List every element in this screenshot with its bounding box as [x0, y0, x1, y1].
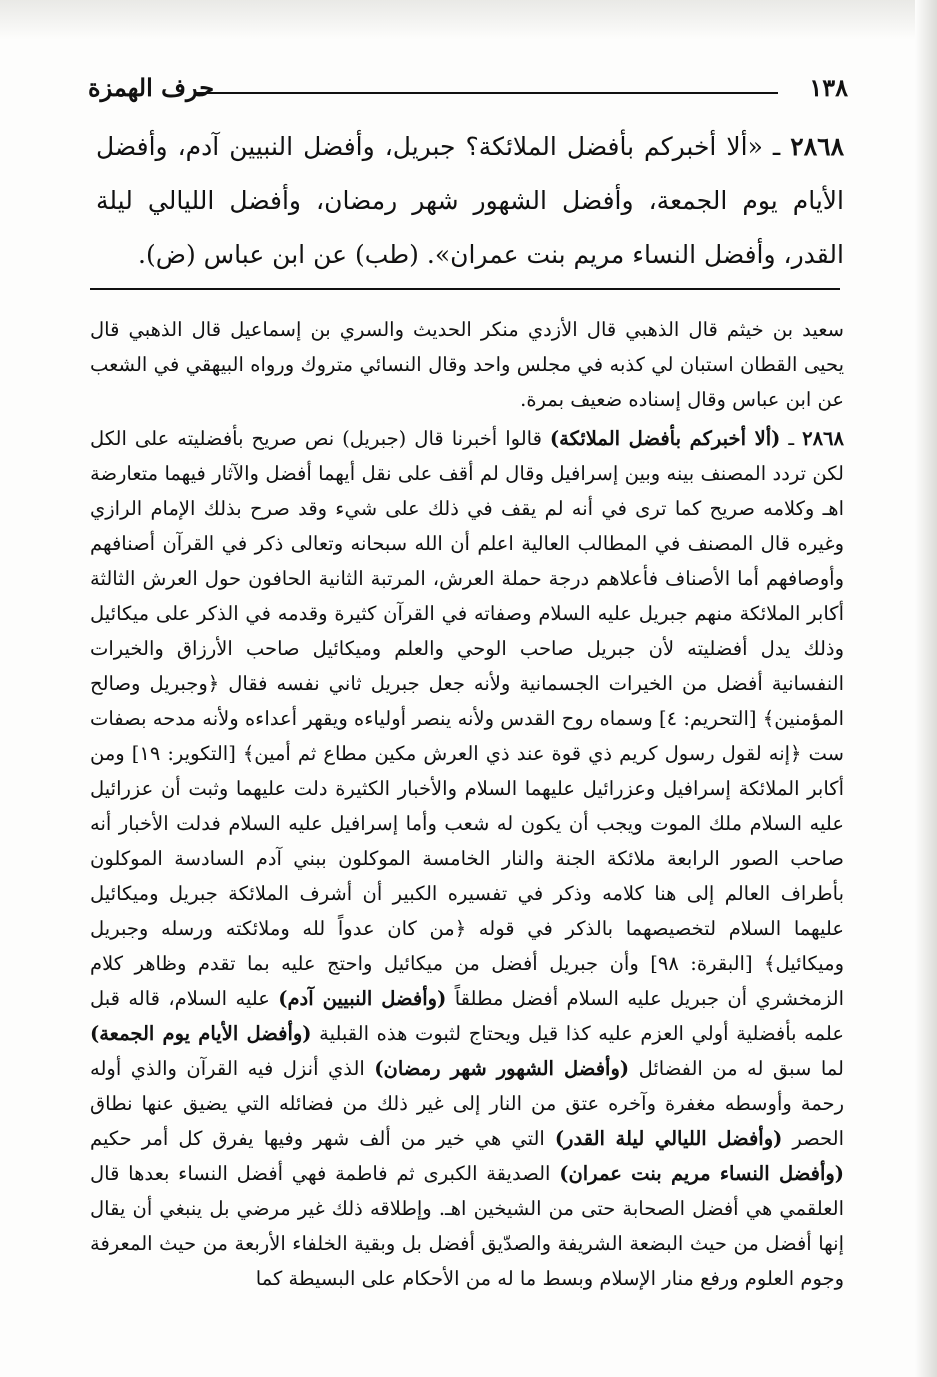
header-rule [196, 92, 778, 94]
hadith-dash: ـ [762, 132, 781, 161]
commentary-text-1: عليه السلام، قاله قبل علمه بأفضلية أولي العزم عليه كذا قيل ويحتاج لثبوت هذه القبلية [90, 987, 844, 1045]
commentary-dash: ـ [780, 427, 795, 450]
commentary-text-4: التي هي خير من ألف شهر وفيها يفرق كل أمر حكيم [90, 1127, 545, 1150]
commentary-paragraph-2 [90, 421, 844, 1296]
scan-right-edge [915, 0, 937, 1377]
commentary-lead: (ألا أخبركم بأفضل الملائكة) [549, 427, 781, 450]
commentary-bold-4: (وأفضل الليالي ليلة القدر) [554, 1127, 783, 1150]
hadith-text [96, 120, 844, 282]
commentary-bold-3: (وأفضل الشهور شهر رمضان) [374, 1057, 630, 1080]
page-number: ١٣٨ [809, 73, 848, 102]
commentary-paragraph-1: سعيد بن خيثم قال الذهبي قال الأزدي منكر الحديث والسري بن إسماعيل قال الذهبي قال يحيى القطان استبان لي كذبه في مجلس واحد وقال النسائي متروك ورواه البيهقي في الشعب عن ابن عباس وقال إسناده ضعيف بمرة. [90, 318, 844, 411]
commentary-text-5: الصديقة الكبرى ثم فاطمة فهي أفضل النساء بعدها قال العلقمي هي أفضل الصحابة حتى من الشيخين اهـ. وإطلاقه ذلك غير مرضي بل ينبغي أن يقال إنها أفضل من حيث البضعة الشريفة والصدّيق أفضل بل وبقية الخلفاء الأربعة من حيث المعرفة وجوم العلوم ورفع منار الإسلام وبسط ما له من الأحكام على البسيطة كما [90, 1162, 844, 1290]
commentary [90, 312, 844, 1296]
commentary-bold-1: (وأفضل النبيين آدم) [278, 987, 447, 1010]
section-title: حرف الهمزة [88, 73, 215, 102]
hadith-number: ٢٨٦٨ [790, 132, 844, 161]
commentary-bold-5: (وأفضل النساء مريم بنت عمران) [559, 1162, 845, 1185]
commentary-text-main: قالوا أخبرنا قال (جبريل) نص صريح بأفضليته على الكل لكن تردد المصنف بينه وبين إسرافيل وقال لم أقف على نقل أيهما أفضل والآثار فيهما متعارضة اهـ وكلامه صريح كما ترى في أنه لم يقف في ذلك على شيء وقد صرح بذلك الإمام الرازي وغيره قال المصنف في المطالب العالية اعلم أن الله سبحانه وتعالى ذكر في القرآن أصنافهم وأوصافهم أما الأصناف فأعلاهم درجة حملة العرش، المرتبة الثانية الحافون حول العرش الثالثة أكابر الملائكة منهم جبريل عليه السلام وصفاته في القرآن كثيرة وقدمه في الذكر على ميكائيل وذلك يدل أفضليته لأن جبريل صاحب الوحي والعلم وميكائيل صاحب الأرزاق والخيرات النفسانية أفضل من الخيرات الجسمانية ولأنه جعل جبريل ثاني نفسه فقال ﴿وجبريل وصالح المؤمنين﴾ [التحريم: ٤] وسماه روح القدس ولأنه ينصر أولياءه ويقهر أعداءه ولأنه مدحه بصفات ست ﴿إنه لقول رسول كريم ذي قوة عند ذي العرش مكين مطاع ثم أمين﴾ [التكوير: ١٩] ومن أكابر الملائكة إسرافيل وعزرائيل عليهما السلام والأخبار الكثيرة دلت عليهما وثبت أن عزرائيل عليه السلام ملك الموت ويجب أن يكون له شعب وأما إسرافيل عليه السلام فدلت الأخبار أنه صاحب الصور الرابعة ملائكة الجنة والنار الخامسة الموكلون ببني آدم السادسة الموكلون بأطراف العالم إلى هنا كلامه وذكر في تفسيره الكبير أن أشرف الملائكة جبريل وميكائيل عليهما السلام لتخصيصهما بالذكر في قوله ﴿من كان عدواً لله وملائكته ورسله وجبريل وميكائيل﴾ [البقرة: ٩٨] وأن جبريل أفضل من ميكائيل واحتج عليه بما تقدم وظاهر كلام الزمخشري أن جبريل عليه السلام أفضل مطلقاً [90, 427, 845, 1010]
commentary-text-3: الذي أنزل فيه القرآن والذي أوله رحمة وأوسطه مغفرة وآخره عتق من النار إلى غير ذلك من فضائله التي يضيق عنها نطاق الحصر [90, 1057, 844, 1150]
commentary-number: ٢٨٦٨ [802, 427, 844, 450]
hadith-source: (طب) عن ابن عباس (ض). [138, 240, 419, 269]
page-header [88, 70, 848, 106]
scan-top-edge [0, 0, 937, 40]
section-divider [90, 288, 840, 290]
hadith-body: «ألا أخبركم بأفضل الملائكة؟ جبريل، وأفضل النبيين آدم، وأفضل الأيام يوم الجمعة، وأفضل الشهور شهر رمضان، وأفضل الليالي ليلة القدر، وأفضل النساء مريم بنت عمران». [96, 132, 844, 269]
commentary-text-2: لما سبق له من الفضائل [638, 1057, 844, 1080]
commentary-bold-2: (وأفضل الأيام يوم الجمعة) [90, 1022, 312, 1045]
